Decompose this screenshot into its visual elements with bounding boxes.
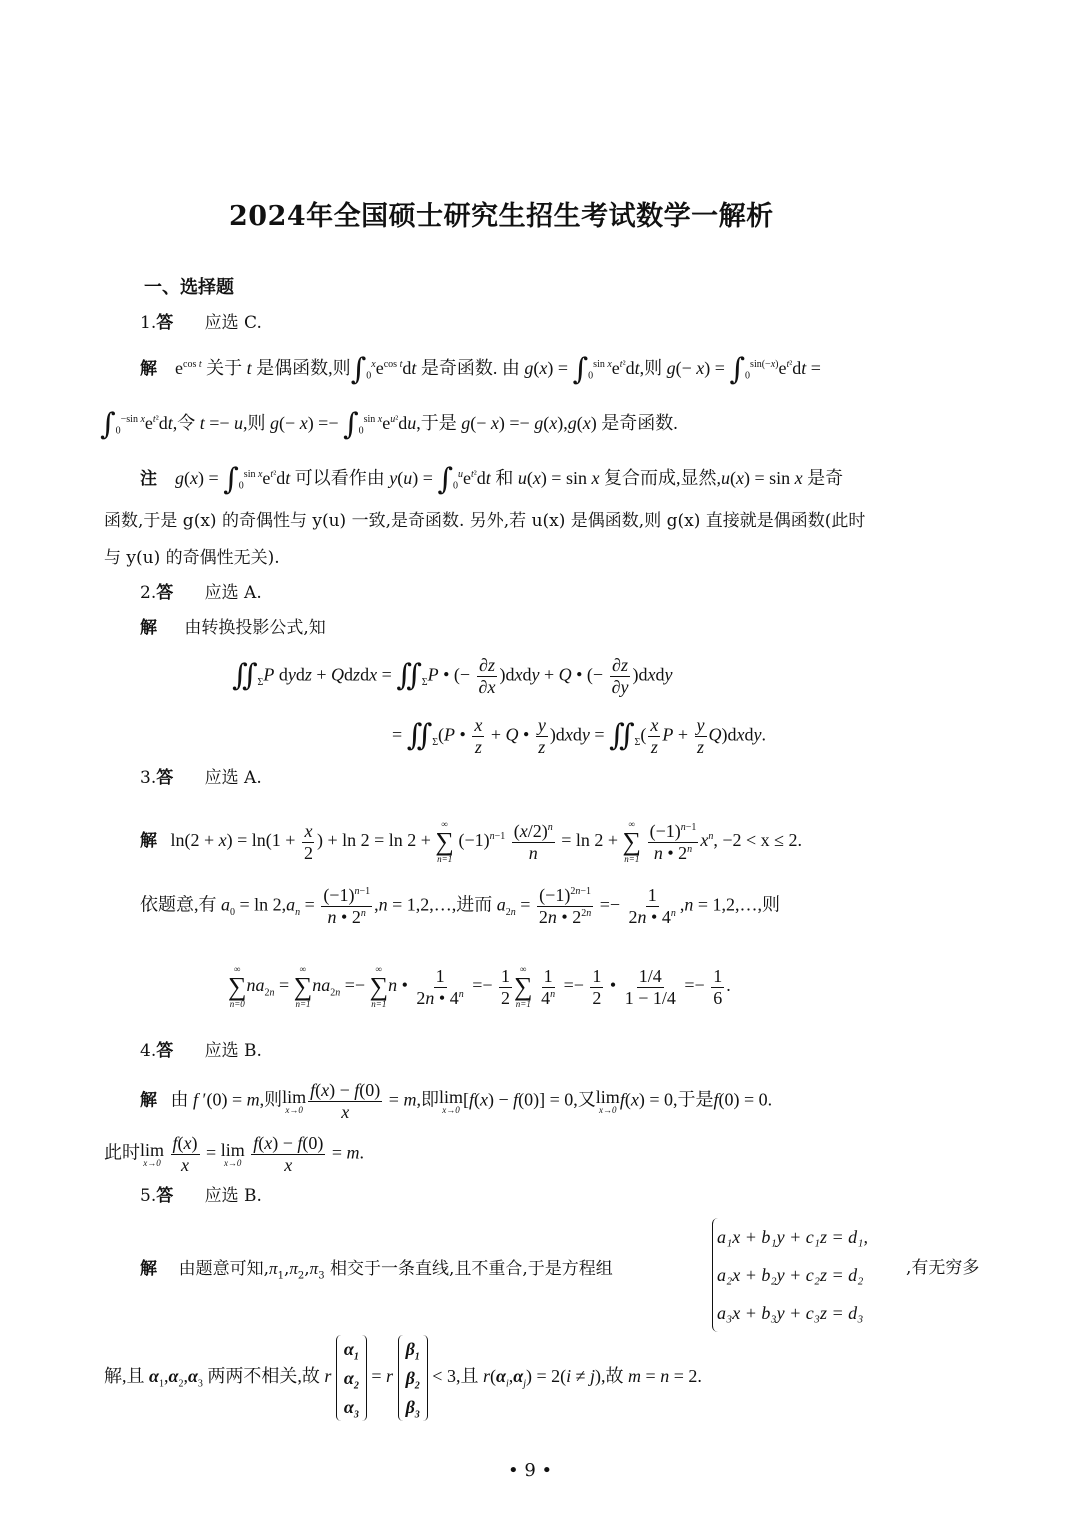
question-2-equation-line-2: = $∬_\Sigma(P$ • $\frac{x}{z}$ + Q • $\frac{y}{z}$ )dxdy = $∬_\Sigma$( $\frac{x}{z}$ P + $\frac{y}{z}$ Q)dxdy. <box>392 715 766 757</box>
equation-2: a₂x + b₂y + c₂z = d₂ <box>717 1265 864 1285</box>
text: 解,且 <box>104 1366 145 1387</box>
question-1-answer <box>140 315 262 332</box>
text: ,则 <box>259 1089 283 1110</box>
text: −2 < x ≤ 2. <box>722 830 803 851</box>
question-number: 1. <box>140 313 157 333</box>
equation-3: a₃x + b₃y + c₃z = d₃ <box>717 1303 864 1323</box>
answer-label: 答 <box>156 1041 174 1061</box>
solution-label: 解 <box>140 831 157 852</box>
answer-choice: 应选 B. <box>204 1041 262 1061</box>
answer-label: 答 <box>156 1186 174 1206</box>
text: 由 <box>170 1089 189 1110</box>
question-1-solution-line-2: $\int_0^{-sin x}e^{t^2}dt$,令 t =− u,则 $g(- x) =- \int_0^{sin x}e^{u^2}du$,于是 g(− x) =− g(x),g(x) 是奇函数. <box>100 407 678 442</box>
answer-choice: 应选 A. <box>204 583 262 603</box>
text: 此时 <box>104 1142 140 1163</box>
question-5-line-1-tail: ,有无穷多 <box>906 1258 980 1278</box>
text: 两两不相关,故 <box>207 1366 320 1387</box>
text: ,则 <box>639 358 663 379</box>
text: ,进而 <box>451 894 493 915</box>
solution-label: 解 <box>140 1259 157 1279</box>
text: ,于是 <box>416 413 457 434</box>
question-5-solution-line-1: 解 由题意可知$,\pi_1,\pi_2,\pi_3$ 相交于一条直线,且不重合,于是方程组 <box>140 1259 613 1282</box>
question-number: 4. <box>140 1041 157 1061</box>
question-1-note-line-2: 函数,于是 g(x) 的奇偶性与 y(u) 一致,是奇函数. 另外,若 u(x) 是偶函数,则 g(x) 直接就是偶函数(此时 <box>104 511 866 531</box>
text: 是奇函数. 由 <box>420 358 520 379</box>
answer-label: 答 <box>156 313 174 333</box>
question-1-note-line-1: 注 $g(x) = \int_0^{sin x}e^{t^2}dt$ 可以看作由 $y(u) = \int_0^ue^{t^2}dt$ 和 u(x) = sin x 复合而成,显然,u(x) = sin x 是奇 <box>140 462 844 497</box>
text: 复合而成,显然, <box>603 468 721 489</box>
question-1-note-line-3: 与 y(u) 的奇偶性无关). <box>104 548 280 568</box>
question-number: 2. <box>140 583 157 603</box>
text: 是奇 <box>807 468 844 489</box>
question-3-answer <box>140 770 262 787</box>
text: ,令 <box>172 413 196 434</box>
question-4-solution-line-1: 解 由 f ′(0) = m,则lim x→0 $\frac{f(x) - f(0)}{x}$ = m,即lim x→0 [f(x) − f(0)] = 0,又lim x→0 f(x) = 0,于是f(0) = 0. <box>140 1080 773 1122</box>
question-3-solution-line-2: 依题意,有 $a_0 = \ln 2,a_n$ = $\frac{(-1)^{n-1}}{n • 2^n}$ ,n = 1,2,…,进而 $a_{2n}$ = $\frac{(-1)^{2n-1}}{2n • 2^{2n}}$ =− $\frac{1}{2n • 4^n}$ ,n = 1,2,…,则 <box>140 885 780 927</box>
text: ,又 <box>573 1089 596 1110</box>
text: ,则 <box>243 413 266 434</box>
text: 相交于一条直线,且不重合,于是方程组 <box>329 1259 613 1279</box>
text: ,于是 <box>672 1089 714 1110</box>
question-1-solution-line-1: 解 $e^{cos t}$ 关于 t 是偶函数,则$\int_0^xe^{cos t}dt$ 是奇函数. 由 $g(x) = \int_0^{sin x}e^{t^2}dt$,则 $g(- x) = \int_0^{sin(-x)}e^{t^2}dt$ = <box>140 352 821 387</box>
equation-1: a₁x + b₁y + c₁z = d₁, <box>717 1227 868 1247</box>
solution-label: 解 <box>140 1090 157 1111</box>
question-2-answer <box>140 585 262 602</box>
question-4-solution-line-2: 此时lim x→0 $\frac{f(x)}{x}$ = lim x→0 $\frac{f(x) - f(0)}{x}$ = m. <box>104 1133 365 1175</box>
beta-matrix: $\beta_1$ $\beta_2$ $\beta_3$ <box>398 1335 428 1421</box>
alpha-matrix: $\alpha_1$ $\alpha_2$ $\alpha_3$ <box>336 1335 367 1421</box>
answer-choice: 应选 C. <box>204 313 262 333</box>
text: 是偶函数,则 <box>256 358 351 379</box>
answer-choice: 应选 B. <box>204 1186 262 1206</box>
text: ,则 <box>757 894 780 915</box>
text: 关于 <box>206 358 243 379</box>
note-label: 注 <box>140 469 157 490</box>
text: 和 <box>495 468 514 489</box>
question-number: 5. <box>140 1186 157 1206</box>
question-2-solution-intro <box>140 620 326 637</box>
section-heading: 一、选择题 <box>144 277 234 298</box>
answer-label: 答 <box>156 583 174 603</box>
page-number: • 9 • <box>508 1460 553 1481</box>
text: ,即 <box>416 1089 439 1110</box>
question-3-solution-line-1: 解 ln(2 + x) = ln(1 + $\frac{x}{2}$ ) + ln 2 = ln 2 + ∞ ∑ n=1 $(-1)^{n-1}$ $\frac{(x/2)^n}{n}$ = ln 2 + ∞ ∑ n=1 $\frac{(-1)^{n-1}}{n • 2^n}$ $x^n$, −2 < x ≤ 2. <box>140 819 803 864</box>
text: 可以看作由 <box>294 468 385 489</box>
text: 依题意,有 <box>140 894 217 915</box>
solution-label: 解 <box>140 359 157 380</box>
answer-label: 答 <box>156 768 174 788</box>
solution-label: 解 <box>140 618 157 638</box>
question-5-solution-line-2: 解,且 $\alpha_1,\alpha_2,\alpha_3$ 两两不相关,故 r $\alpha_1$ $\alpha_2$ $\alpha_3$ = r $\beta_1$ $\beta_2$ $\beta_3$ < 3,且 $r(\alpha_i,\alpha_j) = 2(i \ne j)$,故 m = n = 2. <box>104 1335 702 1421</box>
question-3-solution-line-3: ∞ ∑ n=0 $na_{2n}$ = ∞ ∑ n=1 $na_{2n}$ =− ∞ ∑ n=1 n • $\frac{1}{2n • 4^n}$ =− $\frac{1}{2}$ ∞ ∑ n=1 $\frac{1}{4^n}$ =− $\frac{1}{2}$ • $\frac{1/4}{1 - 1/4}$ =− $\frac{1}{6}$ . <box>228 964 731 1009</box>
text: 是奇函数. <box>601 413 678 434</box>
question-4-answer <box>140 1043 262 1060</box>
question-number: 3. <box>140 768 157 788</box>
text: 由题意可知, <box>178 1259 270 1279</box>
text: 由转换投影公式,知 <box>184 618 326 638</box>
answer-choice: 应选 A. <box>204 768 262 788</box>
question-2-equation-line-1: $∬_\Sigma P$ dydz + Qdzdx = $∬_\Sigma P$ • (− $\frac{\partial z}{\partial x}$ )dxdy + Q • (− $\frac{\partial z}{\partial y}$ )dxdy <box>232 655 673 697</box>
question-5-answer <box>140 1188 262 1205</box>
page-title: 2024年全国硕士研究生招生考试数学一解析 <box>229 201 774 232</box>
text: ,且 <box>455 1366 479 1387</box>
text: ,故 <box>601 1366 624 1387</box>
